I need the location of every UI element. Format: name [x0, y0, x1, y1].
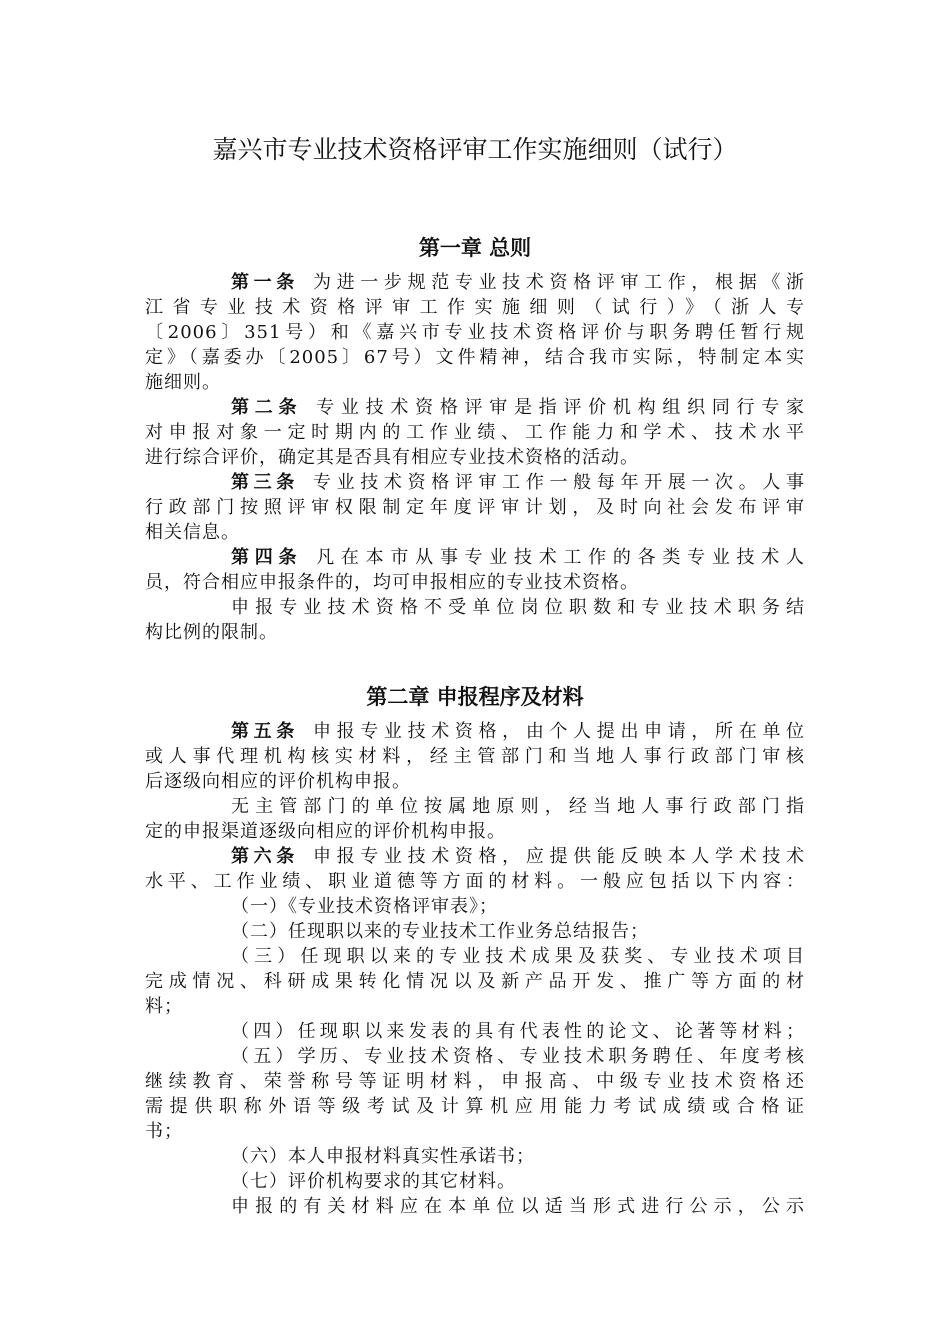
body-line: 定的申报渠道逐级向相应的评价机构申报。	[145, 821, 506, 842]
article-label: 第一条	[231, 272, 299, 293]
list-item: （三）任现职以来的专业技术成果及获奖、专业技术项目	[231, 946, 805, 967]
body-line: 施细则。	[145, 372, 221, 393]
article-5-line	[145, 719, 805, 744]
body-line: 员，符合相应申报条件的，均可申报相应的专业技术资格。	[145, 572, 639, 593]
article-label: 第二条	[231, 397, 303, 418]
body-line: 构比例的限制。	[145, 622, 278, 643]
article-label: 第六条	[231, 846, 299, 867]
article-label: 第四条	[231, 547, 303, 568]
body-text: 申报专业技术资格，由个人提出申请，所在单位	[312, 721, 805, 742]
article-label: 第三条	[231, 472, 299, 493]
chapter-2-body	[145, 719, 805, 1219]
body-line: 对申报对象一定时期内的工作业绩、工作能力和学术、技术水平	[145, 422, 805, 443]
article-1-line	[145, 270, 805, 295]
body-line: 申报专业技术资格不受单位岗位职数和专业技术职务结	[231, 597, 805, 618]
list-item: （七）评价机构要求的其它材料。	[231, 1171, 516, 1192]
body-text: 专业技术资格评审工作一般每年开展一次。人事	[312, 472, 805, 493]
article-2-line	[145, 395, 805, 420]
body-text: 申报专业技术资格，应提供能反映本人学术技术	[312, 846, 805, 867]
body-line: 水平、工作业绩、职业道德等方面的材料。一般应包括以下内容：	[145, 871, 805, 892]
body-line: 行政部门按照评审权限制定年度评审计划，及时向社会发布评审	[145, 497, 805, 518]
article-4-line	[145, 545, 805, 570]
document-title: 嘉兴市专业技术资格评审工作实施细则（试行）	[212, 135, 738, 164]
list-item: （五）学历、专业技术资格、专业技术职务聘任、年度考核	[231, 1046, 805, 1067]
chapter-heading-1: 第一章 总则	[418, 236, 532, 260]
body-line: 申报的有关材料应在本单位以适当形式进行公示，公示	[231, 1196, 805, 1217]
chapter-1-body	[145, 270, 805, 645]
body-text: 凡在本市从事专业技术工作的各类专业技术人	[316, 547, 805, 568]
body-text: 为进一步规范专业技术资格评审工作，根据《浙	[312, 272, 805, 293]
list-item: （二）任现职以来的专业技术工作业务总结报告；	[231, 921, 649, 942]
list-item: （四）任现职以来发表的具有代表性的论文、论著等材料；	[231, 1021, 805, 1042]
body-line: 相关信息。	[145, 522, 240, 543]
article-label: 第五条	[231, 721, 299, 742]
body-line: 书；	[145, 1121, 183, 1142]
list-item: （六）本人申报材料真实性承诺书；	[231, 1146, 535, 1167]
body-line: 或人事代理机构核实材料，经主管部门和当地人事行政部门审核	[145, 746, 805, 767]
list-item: （一）《专业技术资格评审表》；	[231, 896, 498, 917]
body-text: 专业技术资格评审是指评价机构组织同行专家	[316, 397, 805, 418]
body-line: 江省专业技术资格评审工作实施细则（试行）》（浙人专	[145, 297, 805, 318]
article-6-line	[145, 844, 805, 869]
body-line: 后逐级向相应的评价机构申报。	[145, 771, 411, 792]
body-line: 料；	[145, 996, 183, 1017]
body-line: 完成情况、科研成果转化情况以及新产品开发、推广等方面的材	[145, 971, 805, 992]
chapter-heading-2: 第二章 申报程序及材料	[366, 685, 584, 709]
body-line: 需提供职称外语等级考试及计算机应用能力考试成绩或合格证	[145, 1096, 805, 1117]
body-line: 无主管部门的单位按属地原则，经当地人事行政部门指	[231, 796, 805, 817]
body-line: 继续教育、荣誉称号等证明材料，申报高、中级专业技术资格还	[145, 1071, 805, 1092]
body-line: 进行综合评价，确定其是否具有相应专业技术资格的活动。	[145, 447, 639, 468]
body-line: 定》（嘉委办〔2005〕67号）文件精神，结合我市实际，特制定本实	[145, 347, 805, 368]
article-3-line	[145, 470, 805, 495]
body-line: 〔2006〕351号）和《嘉兴市专业技术资格评价与职务聘任暂行规	[145, 322, 805, 343]
